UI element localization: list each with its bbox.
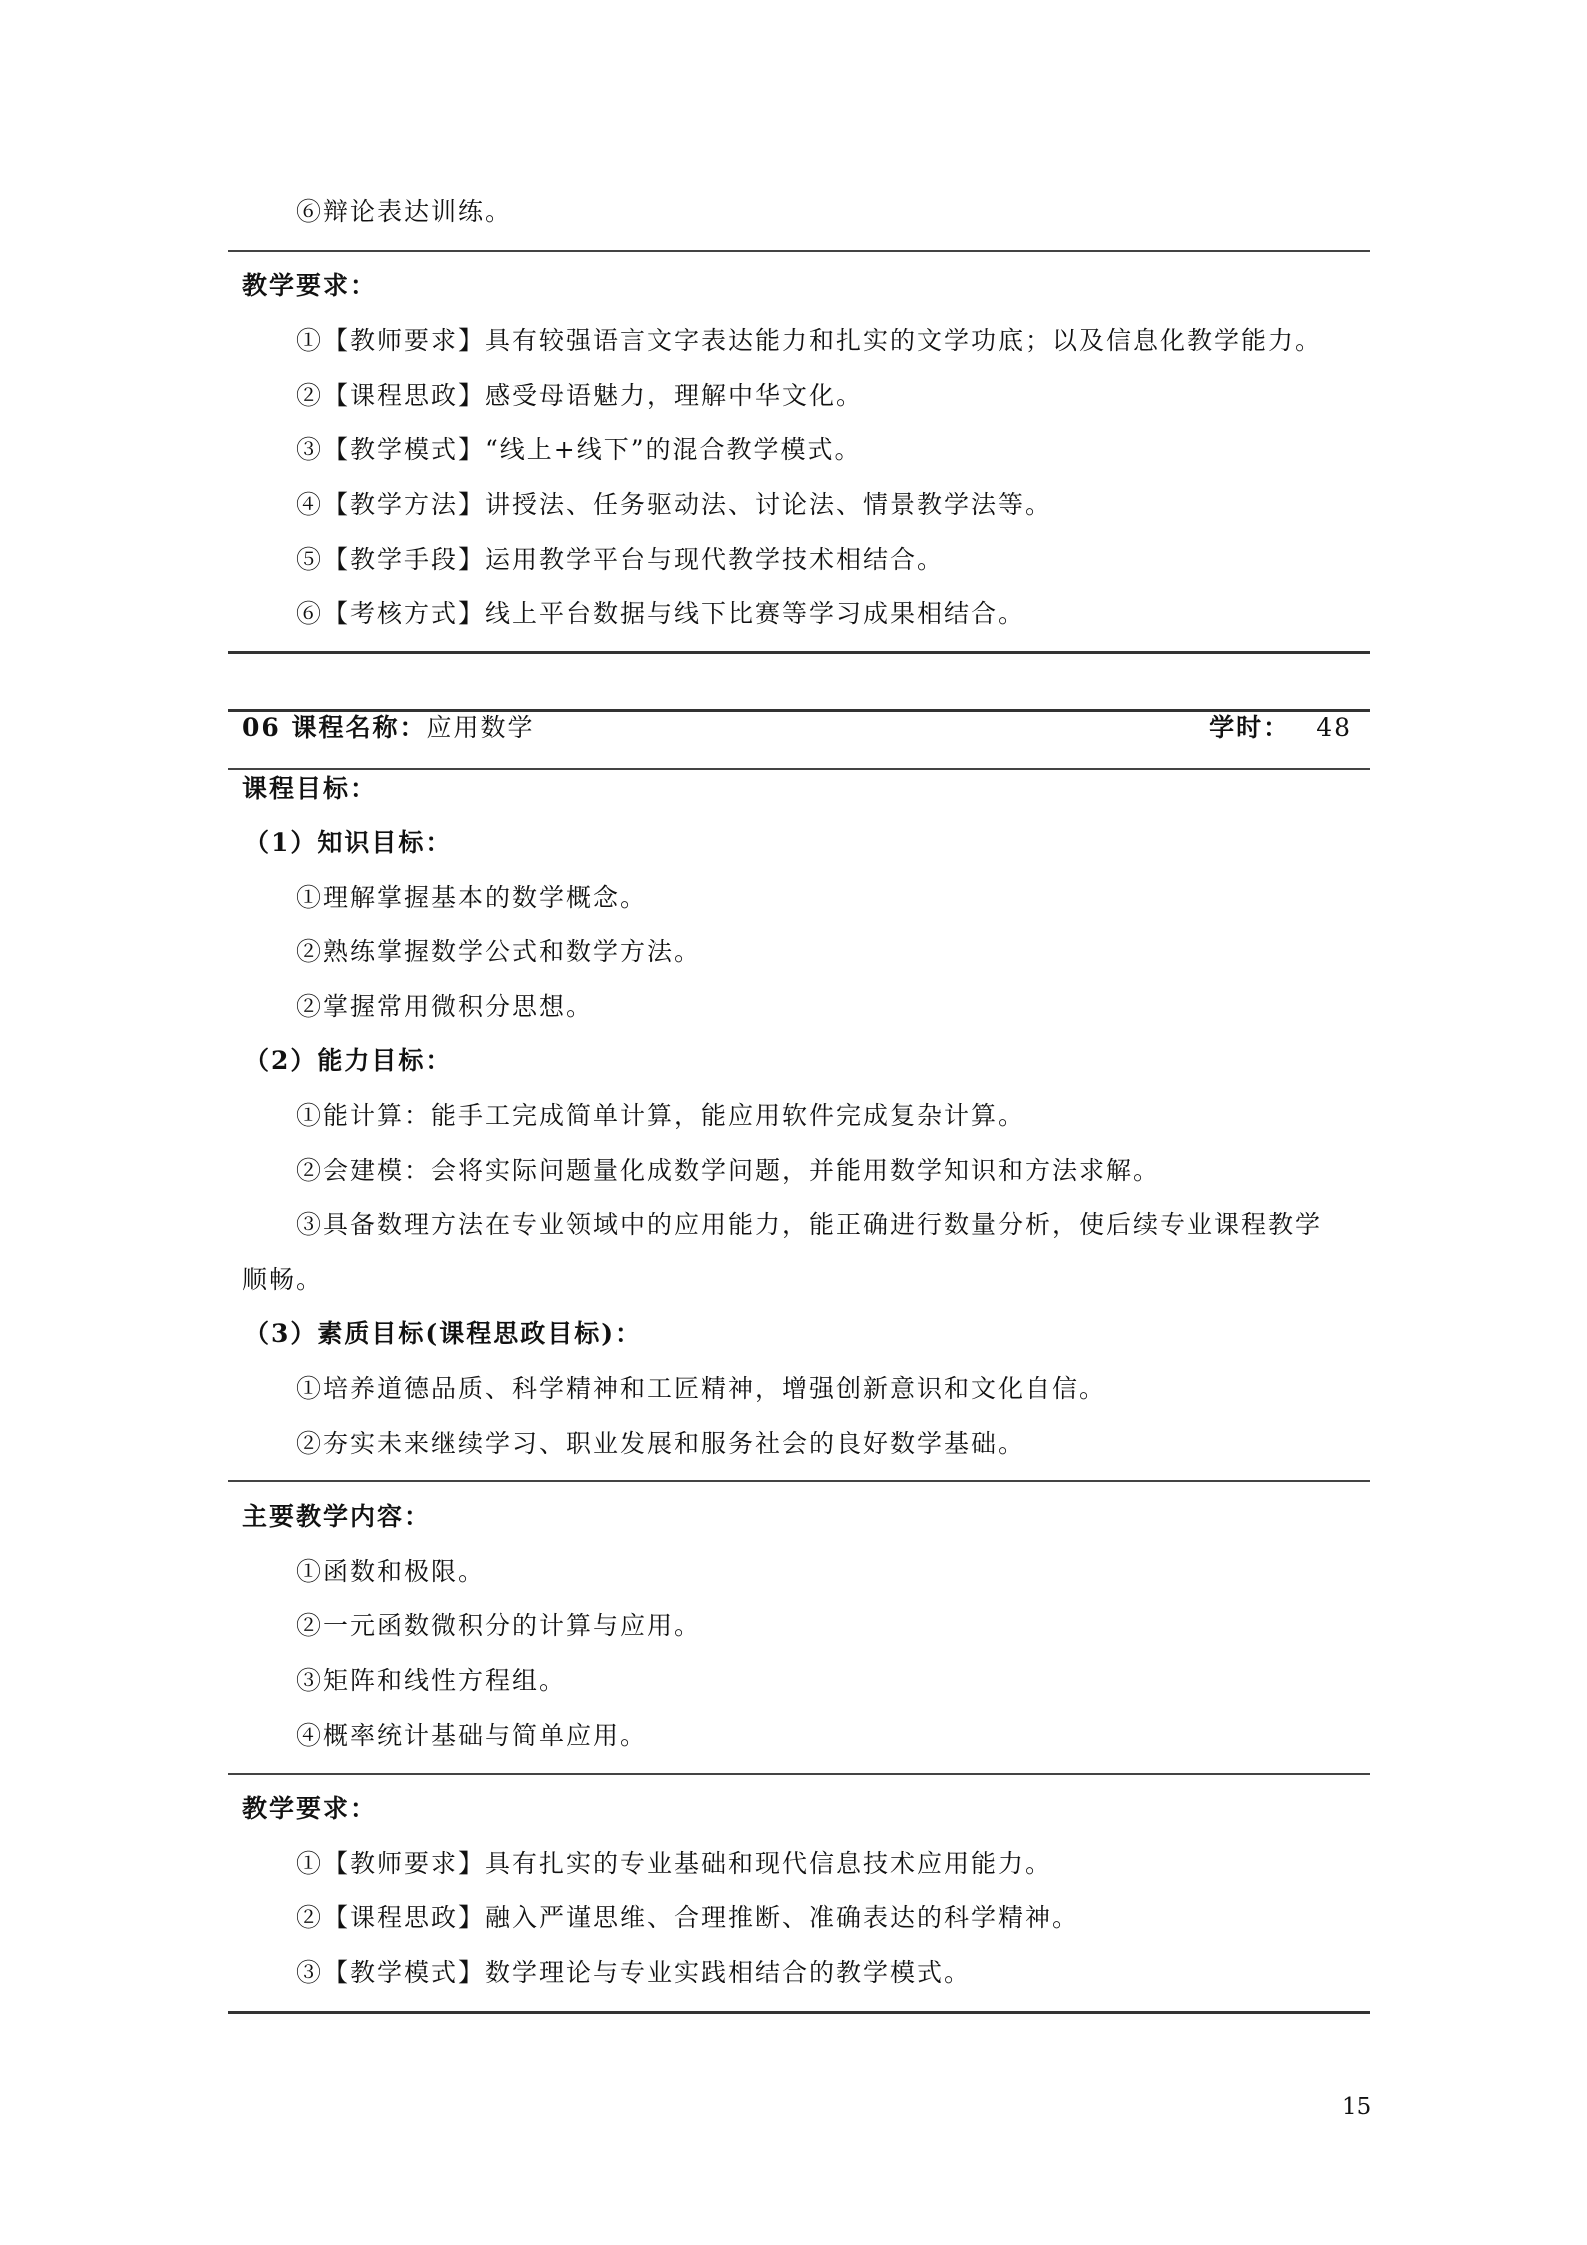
prev-requirement-item: ①【教师要求】具有较强语言文字表达能力和扎实的文学功底；以及信息化教学能力。 (296, 326, 1323, 355)
ability-item-continuation: 顺畅。 (242, 1265, 324, 1294)
divider (228, 1773, 1370, 1775)
knowledge-item: ②熟练掌握数学公式和数学方法。 (296, 937, 702, 966)
content-item: ③矩阵和线性方程组。 (296, 1666, 567, 1695)
prev-requirement-item: ②【课程思政】感受母语魅力，理解中华文化。 (296, 381, 864, 410)
knowledge-item: ①理解掌握基本的数学概念。 (296, 883, 648, 912)
course-hours (1209, 713, 1352, 743)
requirement-item: ①【教师要求】具有扎实的专业基础和现代信息技术应用能力。 (296, 1849, 1053, 1878)
divider (228, 1480, 1370, 1482)
page-number: 15 (1342, 2094, 1372, 2120)
content-item: ④概率统计基础与简单应用。 (296, 1721, 648, 1750)
course-title-row (242, 713, 1352, 743)
ability-item: ②会建模：会将实际问题量化成数学问题，并能用数学知识和方法求解。 (296, 1156, 1161, 1185)
requirements-heading: 教学要求： (242, 1794, 378, 1823)
knowledge-heading: （1）知识目标： (244, 828, 453, 857)
prev-requirement-item: ③【教学模式】“线上+线下”的混合教学模式。 (296, 435, 862, 464)
section-end-rule (228, 2011, 1370, 2014)
ability-item: ③具备数理方法在专业领域中的应用能力，能正确进行数量分析，使后续专业课程教学 (296, 1210, 1323, 1239)
course-name: 应用数学 (426, 713, 535, 742)
ability-item: ①能计算：能手工完成简单计算，能应用软件完成复杂计算。 (296, 1101, 1026, 1130)
course-number-label: 06 课程名称： (242, 713, 427, 742)
requirement-item: ③【教学模式】数学理论与专业实践相结合的教学模式。 (296, 1958, 972, 1987)
prev-requirement-item: ④【教学方法】讲授法、任务驱动法、讨论法、情景教学法等。 (296, 490, 1053, 519)
ability-heading: （2）能力目标： (244, 1046, 453, 1075)
section-start-rule (228, 709, 1370, 712)
knowledge-item: ②掌握常用微积分思想。 (296, 992, 594, 1021)
prev-requirement-item: ⑥【考核方式】线上平台数据与线下比赛等学习成果相结合。 (296, 599, 1026, 628)
quality-item: ②夯实未来继续学习、职业发展和服务社会的良好数学基础。 (296, 1429, 1026, 1458)
content-item: ①函数和极限。 (296, 1557, 486, 1586)
objectives-heading: 课程目标： (242, 774, 378, 803)
hours-label: 学时： (1209, 713, 1291, 742)
content-item: ②一元函数微积分的计算与应用。 (296, 1611, 702, 1640)
quality-heading: （3）素质目标(课程思政目标)： (244, 1319, 643, 1348)
divider (228, 768, 1370, 770)
content-heading: 主要教学内容： (242, 1502, 432, 1531)
prev-requirements-heading: 教学要求： (242, 271, 378, 300)
requirement-item: ②【课程思政】融入严谨思维、合理推断、准确表达的科学精神。 (296, 1903, 1080, 1932)
divider (228, 250, 1370, 252)
quality-item: ①培养道德品质、科学精神和工匠精神，增强创新意识和文化自信。 (296, 1374, 1107, 1403)
hours-value: 48 (1316, 713, 1352, 742)
section-end-rule (228, 651, 1370, 654)
prev-trailing-item: ⑥辩论表达训练。 (296, 197, 513, 226)
prev-requirement-item: ⑤【教学手段】运用教学平台与现代教学技术相结合。 (296, 545, 945, 574)
